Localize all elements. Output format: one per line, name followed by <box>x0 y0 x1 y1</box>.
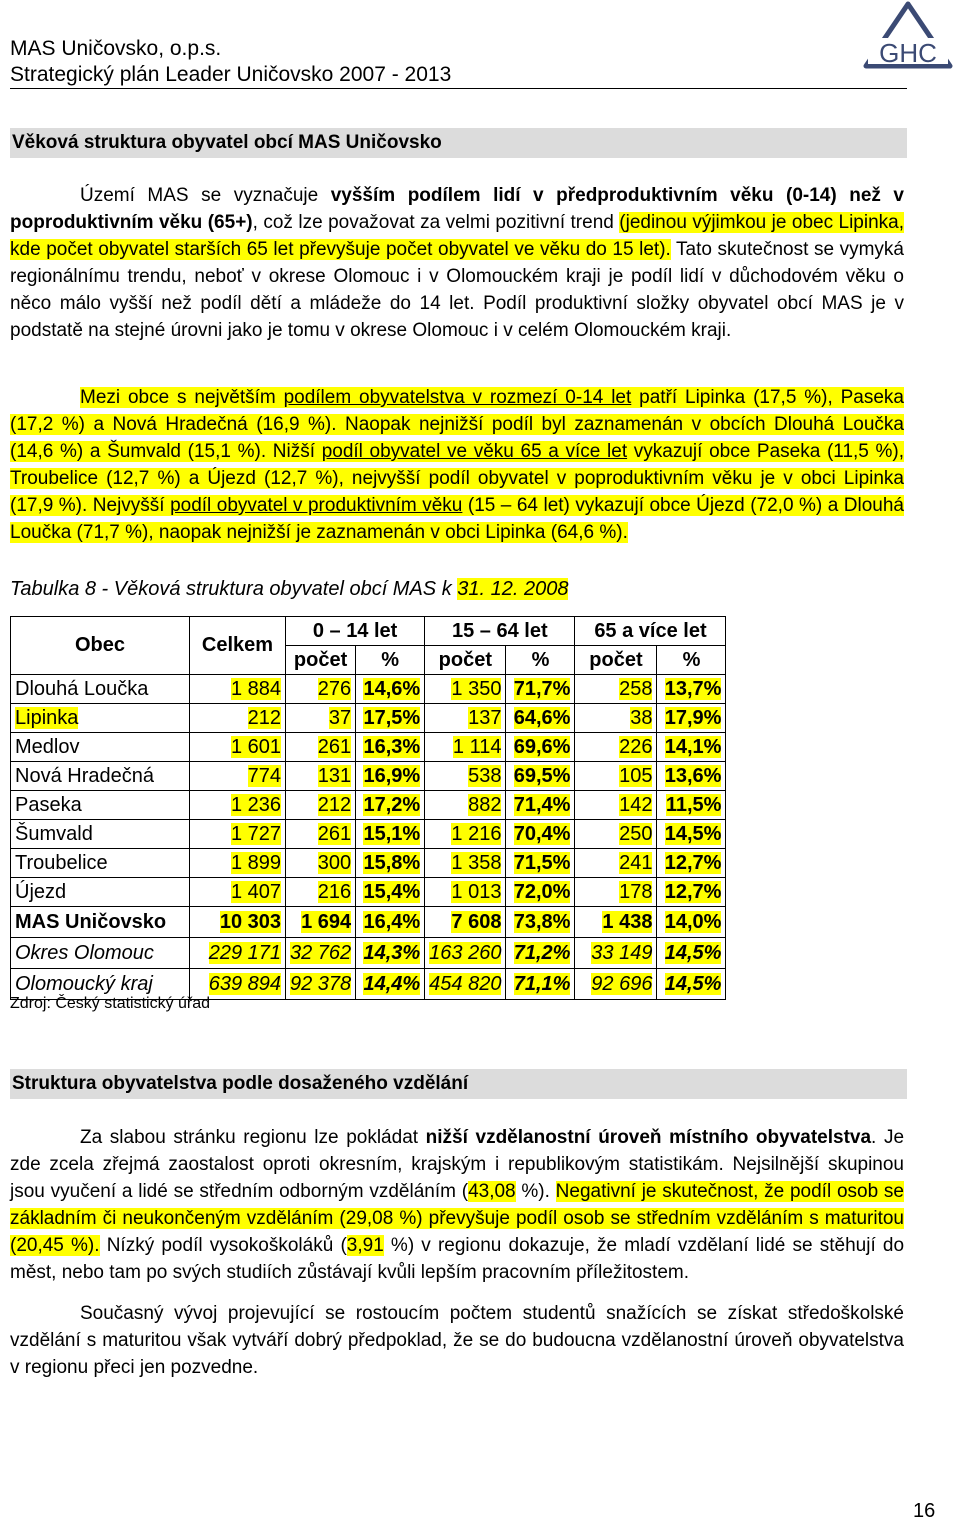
cell-obec: Lipinka <box>11 704 190 733</box>
cell-pct-15-64: 69,6% <box>506 733 575 762</box>
cell-pct-15-64: 71,5% <box>506 849 575 878</box>
cell-pct-15-64: 71,2% <box>506 938 575 969</box>
table-row <box>11 791 726 820</box>
cell-celkem: 1 899 <box>190 849 286 878</box>
paragraph-age-intro: Území MAS se vyznačuje vyšším podílem lidí v předproduktivním věku (0-14) než v poproduktivním věku (65+), což lze považovat za velmi pozitivní trend (jedinou výjimkou je obec Lipinka, kde počet obyvatel starších 65 let převyšuje počet obyvatel ve věku do 15 let). Tato skutečnost se vymyká regionálnímu trendu, neboť v okrese Olomouc i v Olomouckém kraji je podíl lidí v důchodovém věku o něco málo vyšší než podíl dětí a mládeže do 14 let. Podíl produktivní složky obyvatel obcí MAS je v podstatě na stejné úrovni jako je tomu v okrese Olomouc i v celém Olomouckém kraji. <box>10 185 905 341</box>
page-number: 16 <box>913 1500 936 1522</box>
table-header-row <box>11 617 726 646</box>
cell-pct-0-14: 14,6% <box>356 675 425 704</box>
cell-pct-15-64: 71,1% <box>506 969 575 1000</box>
cell-pct-0-14: 15,1% <box>356 820 425 849</box>
cell-count-0-14: 261 <box>286 733 356 762</box>
cell-count-15-64: 163 260 <box>425 938 506 969</box>
cell-obec: Medlov <box>11 733 190 762</box>
cell-count-0-14: 300 <box>286 849 356 878</box>
cell-count-65-plus: 33 149 <box>575 938 657 969</box>
cell-pct-0-14: 16,3% <box>356 733 425 762</box>
col-header-pct: % <box>356 646 425 675</box>
table-row <box>11 704 726 733</box>
col-header-pocet: počet <box>575 646 657 675</box>
table-caption: Tabulka 8 - Věková struktura obyvatel obcí MAS k 31. 12. 2008 <box>10 578 569 600</box>
table-row <box>11 675 726 704</box>
cell-pct-65-plus: 14,1% <box>657 733 726 762</box>
cell-pct-0-14: 17,5% <box>356 704 425 733</box>
paragraph-education: Za slabou stránku regionu lze pokládat nižší vzdělanostní úroveň místního obyvatelstva. Je zde zcela zřejmá zaostalost oproti okresním, krajským i republikovým statistikám. Nejsilnější skupinou jsou vyučení a lidé se středním odborným vzděláním (43,08 %). Negativní je skutečnost, že podíl osob se základním či neukončeným vzděláním (29,08 %) převyšuje podíl osob se středním vzděláním s maturitou (20,45 %). Nízký podíl vysokoškoláků (3,91 %) v regionu dokazuje, že mladí vzdělaní lidé se stěhují do měst, nebo tam po svých studiích zůstávají kvůli lepším pracovním příležitostem. <box>10 1127 905 1283</box>
cell-pct-0-14: 15,8% <box>356 849 425 878</box>
cell-obec: Olomoucký kraj <box>11 969 190 1000</box>
table-source: Zdroj: Český statistický úřad <box>10 995 211 1012</box>
cell-count-65-plus: 1 438 <box>575 907 657 938</box>
cell-obec: Troubelice <box>11 849 190 878</box>
cell-celkem: 639 894 <box>190 969 286 1000</box>
col-header-pocet: počet <box>286 646 356 675</box>
cell-obec: Šumvald <box>11 820 190 849</box>
cell-count-0-14: 212 <box>286 791 356 820</box>
cell-pct-0-14: 16,9% <box>356 762 425 791</box>
cell-pct-15-64: 73,8% <box>506 907 575 938</box>
table-row-region <box>11 938 726 969</box>
cell-obec: Dlouhá Loučka <box>11 675 190 704</box>
cell-pct-15-64: 71,4% <box>506 791 575 820</box>
cell-count-0-14: 1 694 <box>286 907 356 938</box>
col-header-0-14: 0 – 14 let <box>286 617 425 646</box>
cell-obec: Paseka <box>11 791 190 820</box>
cell-pct-65-plus: 11,5% <box>657 791 726 820</box>
cell-count-65-plus: 258 <box>575 675 657 704</box>
cell-obec: MAS Uničovsko <box>11 907 190 938</box>
col-header-pct: % <box>657 646 726 675</box>
svg-text:GHC: GHC <box>879 38 937 68</box>
table-body <box>11 675 726 1000</box>
cell-pct-15-64: 70,4% <box>506 820 575 849</box>
cell-count-15-64: 1 114 <box>425 733 506 762</box>
cell-pct-0-14: 16,4% <box>356 907 425 938</box>
cell-count-15-64: 1 358 <box>425 849 506 878</box>
cell-count-65-plus: 226 <box>575 733 657 762</box>
cell-pct-65-plus: 14,0% <box>657 907 726 938</box>
table-row-total <box>11 907 726 938</box>
cell-count-0-14: 37 <box>286 704 356 733</box>
cell-count-15-64: 538 <box>425 762 506 791</box>
cell-pct-15-64: 69,5% <box>506 762 575 791</box>
ghc-logo <box>858 0 958 72</box>
cell-pct-0-14: 14,3% <box>356 938 425 969</box>
cell-count-65-plus: 105 <box>575 762 657 791</box>
cell-count-65-plus: 38 <box>575 704 657 733</box>
cell-count-65-plus: 241 <box>575 849 657 878</box>
cell-count-65-plus: 250 <box>575 820 657 849</box>
cell-pct-15-64: 71,7% <box>506 675 575 704</box>
cell-pct-15-64: 64,6% <box>506 704 575 733</box>
cell-count-65-plus: 92 696 <box>575 969 657 1000</box>
header-plan-title: Strategický plán Leader Uničovsko 2007 - 2013 <box>10 63 452 86</box>
col-header-pct: % <box>506 646 575 675</box>
table-row <box>11 820 726 849</box>
cell-count-15-64: 882 <box>425 791 506 820</box>
cell-count-0-14: 276 <box>286 675 356 704</box>
cell-pct-65-plus: 14,5% <box>657 820 726 849</box>
page-header <box>0 0 960 96</box>
cell-count-0-14: 131 <box>286 762 356 791</box>
col-header-65-plus: 65 a více let <box>575 617 726 646</box>
cell-celkem: 1 884 <box>190 675 286 704</box>
paragraph-education-outlook: Současný vývoj projevující se rostoucím počtem studentů snažících se získat středoškolské vzdělání s maturitou však vytváří dobrý předpoklad, že se do budoucna vzdělanostní úroveň obyvatelstva v regionu přeci jen pozvedne. <box>10 1303 904 1378</box>
cell-celkem: 1 407 <box>190 878 286 907</box>
cell-obec: Okres Olomouc <box>11 938 190 969</box>
cell-obec: Újezd <box>11 878 190 907</box>
cell-celkem: 1 236 <box>190 791 286 820</box>
cell-count-65-plus: 142 <box>575 791 657 820</box>
cell-count-15-64: 1 350 <box>425 675 506 704</box>
cell-pct-65-plus: 14,5% <box>657 938 726 969</box>
section-heading-education: Struktura obyvatelstva podle dosaženého vzdělání <box>10 1069 907 1099</box>
cell-pct-65-plus: 13,7% <box>657 675 726 704</box>
cell-celkem: 10 303 <box>190 907 286 938</box>
cell-count-15-64: 454 820 <box>425 969 506 1000</box>
cell-pct-0-14: 17,2% <box>356 791 425 820</box>
header-divider <box>10 88 907 89</box>
age-structure-table <box>10 616 726 1000</box>
cell-count-15-64: 137 <box>425 704 506 733</box>
cell-celkem: 774 <box>190 762 286 791</box>
cell-count-0-14: 216 <box>286 878 356 907</box>
col-header-pocet: počet <box>425 646 506 675</box>
table-row <box>11 762 726 791</box>
cell-pct-65-plus: 17,9% <box>657 704 726 733</box>
cell-celkem: 212 <box>190 704 286 733</box>
table-row <box>11 878 726 907</box>
cell-count-0-14: 92 378 <box>286 969 356 1000</box>
paragraph-age-highlight: Mezi obce s největším podílem obyvatelstva v rozmezí 0-14 let patří Lipinka (17,5 %), Paseka (17,2 %) a Nová Hradečná (16,9 %). Naopak nejnižší podíl byl zaznamenán v obcích Dlouhá Loučka (14,6 %) a Šumvald (15,1 %). Nižší podíl obyvatel ve věku 65 a více let vykazují obce Paseka (11,5 %), Troubelice (12,7 %) a Újezd (12,7 %), nejvyšší podíl obyvatel v poproduktivním věku je v obci Lipinka (17,9 %). Nejvyšší podíl obyvatel v produktivním věku (15 – 64 let) vykazují obce Újezd (72,0 %) a Dlouhá Loučka (71,7 %), naopak nejnižší je zaznamenán v obci Lipinka (64,6 %). <box>10 387 905 543</box>
table-row <box>11 733 726 762</box>
cell-count-15-64: 1 216 <box>425 820 506 849</box>
cell-count-15-64: 1 013 <box>425 878 506 907</box>
cell-count-15-64: 7 608 <box>425 907 506 938</box>
cell-pct-65-plus: 14,5% <box>657 969 726 1000</box>
cell-pct-0-14: 15,4% <box>356 878 425 907</box>
cell-count-0-14: 32 762 <box>286 938 356 969</box>
cell-celkem: 229 171 <box>190 938 286 969</box>
cell-pct-65-plus: 12,7% <box>657 878 726 907</box>
header-organization: MAS Uničovsko, o.p.s. <box>10 37 222 60</box>
table-row <box>11 849 726 878</box>
cell-count-0-14: 261 <box>286 820 356 849</box>
cell-pct-15-64: 72,0% <box>506 878 575 907</box>
cell-pct-65-plus: 13,6% <box>657 762 726 791</box>
cell-pct-65-plus: 12,7% <box>657 849 726 878</box>
col-header-celkem: Celkem <box>190 617 286 675</box>
cell-obec: Nová Hradečná <box>11 762 190 791</box>
col-header-obec: Obec <box>11 617 190 675</box>
section-heading-age-structure: Věková struktura obyvatel obcí MAS Uničovsko <box>10 128 907 158</box>
col-header-15-64: 15 – 64 let <box>425 617 575 646</box>
cell-pct-0-14: 14,4% <box>356 969 425 1000</box>
cell-count-65-plus: 178 <box>575 878 657 907</box>
cell-celkem: 1 601 <box>190 733 286 762</box>
cell-celkem: 1 727 <box>190 820 286 849</box>
